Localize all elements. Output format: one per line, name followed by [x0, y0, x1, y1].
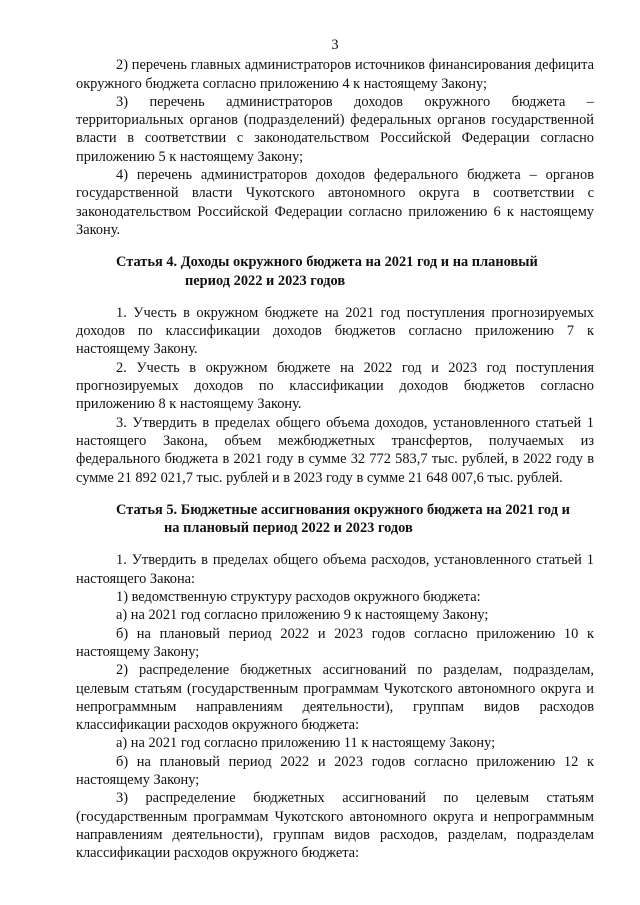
page-number: 3: [331, 37, 339, 53]
paragraph: а) на 2021 год согласно приложению 11 к настоящему Закону;: [116, 735, 496, 752]
paragraph: а) на 2021 год согласно приложению 9 к настоящему Закону;: [116, 607, 489, 624]
paragraph: 1. Учесть в окружном бюджете на 2021 год поступления прогнозируемых доходов по классификации доходов бюджетов согласно приложению 7 к настоящему Закону.: [76, 304, 594, 358]
paragraph: 2) распределение бюджетных ассигнований по разделам, подразделам, целевым статьям (государственным программам Чукотского автономного округа и непрограммным направлениям деятельности), группам видов расходов классификации расходов окружного бюджета:: [76, 662, 594, 734]
paragraph: 3) распределение бюджетных ассигнований по целевым статьям (государственным программам Чукотского автономного округа и непрограммным направлениям деятельности), группам видов расходов, разделам, подразделам классификации расходов окружного бюджета:: [76, 790, 594, 862]
paragraph: 2. Учесть в окружном бюджете на 2022 год и 2023 год поступления прогнозируемых доходов по классификации доходов бюджетов согласно приложению 8 к настоящему Закону.: [76, 359, 594, 413]
document-page: [76, 36, 594, 862]
paragraph: 3. Утвердить в пределах общего объема доходов, установленного статьей 1 настоящего Закона, объем межбюджетных трансфертов, получаемых из федерального бюджета в 2021 году в сумме 32 772 583,7 тыс. рублей, в 2022 году в сумме 21 892 021,7 тыс. рублей и в 2023 году в сумме 21 648 007,6 тыс. рублей.: [76, 414, 594, 486]
paragraph: 3) перечень администраторов доходов окружного бюджета – территориальных органов (подразделений) федеральных органов государственной власти в соответствии с законодательством Российской Федерации согласно приложению 5 к настоящему Закону;: [76, 93, 594, 165]
paragraph: б) на плановый период 2022 и 2023 годов согласно приложению 10 к настоящему Закону;: [76, 625, 594, 660]
paragraph: 1. Утвердить в пределах общего объема расходов, установленного статьей 1 настоящего Закона:: [76, 552, 594, 587]
paragraph: 1) ведомственную структуру расходов окружного бюджета:: [116, 589, 481, 606]
article-5-heading: [76, 501, 594, 538]
paragraph: 4) перечень администраторов доходов федерального бюджета – органов государственной власти Чукотского автономного округа в соответствии с законодательством Российской Федерации согласно приложению 6 к настоящему Закону.: [76, 167, 594, 238]
paragraph: б) на плановый период 2022 и 2023 годов согласно приложению 12 к настоящему Закону;: [76, 753, 594, 788]
article-5-title-line1: Статья 5. Бюджетные ассигнования окружного бюджета на 2021 год и: [116, 501, 570, 518]
paragraph: 2) перечень главных администраторов источников финансирования дефицита окружного бюджета согласно приложению 4 к настоящему Закону;: [76, 57, 594, 92]
article-4-heading: [76, 253, 594, 290]
article-4-title-line2: период 2022 и 2023 годов: [185, 272, 346, 289]
article-5-title-line2: на плановый период 2022 и 2023 годов: [164, 520, 413, 537]
article-4-title-line1: Статья 4. Доходы окружного бюджета на 2021 год и на плановый: [116, 254, 538, 271]
